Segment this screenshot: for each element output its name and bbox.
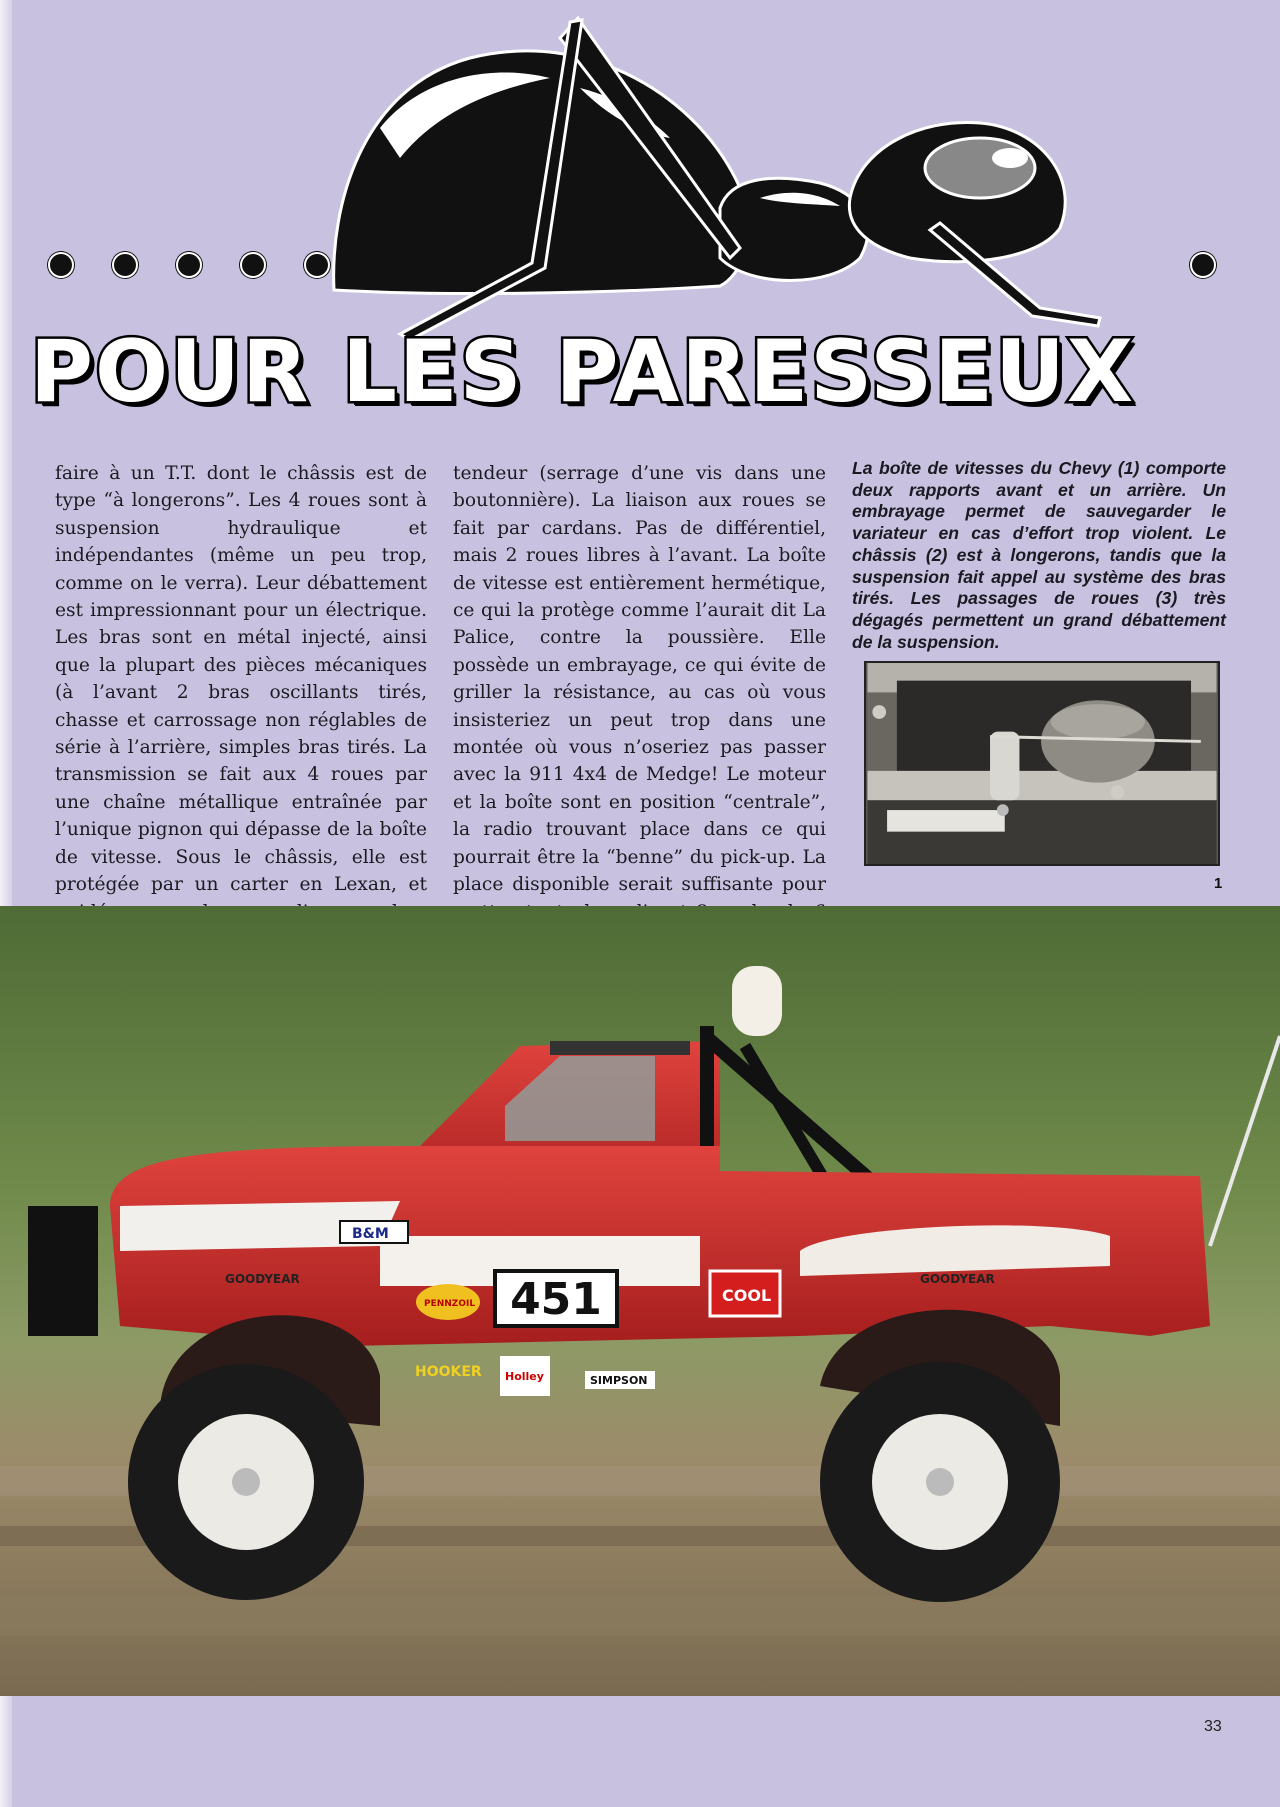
sponsor-bm: B&M [352,1226,389,1242]
dot [176,252,202,278]
dot [1190,252,1216,278]
dot [48,252,74,278]
sponsor-hooker: HOOKER [415,1364,482,1380]
gearbox-photo [864,661,1220,866]
sponsor-holley: Holley [505,1370,544,1383]
race-number: 451 [510,1274,602,1325]
dotted-rule-right [1190,252,1216,278]
dot [240,252,266,278]
sponsor-pennzoil: PENNZOIL [424,1299,476,1309]
dotted-rule-left [48,252,330,278]
sponsor-goodyear-rear: GOODYEAR [920,1272,995,1286]
body-column-1: faire à un T.T. dont le châssis est de type “à longerons”. Les 4 roues sont à suspension hydraulique et indépendantes (même un peu trop, comme on le verra). Leur débattement est impressionnant pour un électrique. Les bras sont en métal injecté, ainsi que la plupart des pièces mécaniques (à l’avant 2 bras oscillants tirés, chasse et carrossage non réglables de série à l’arrière, simples bras tirés. La transmission se fait aux 4 roues par une chaîne métallique entraînée par l’unique pignon qui dépasse de la boîte de vitesse. Sous le châssis, elle est protégée par un carter en Lexan, et [55,463,427,896]
photo-caption: La boîte de vitesses du Chevy (1) comporte deux rapports avant et un arrière. Un embrayage permet de sauvegarder le variateur en cas d’effort trop violent. Le châssis (2) est à longerons, tandis que la suspension fait appel au système des bras tirés. Les passages de roues (3) très dégagés permettent un grand débattement de la suspension. [852,458,1226,652]
ant-illustration [320,8,1180,348]
page-title: POUR LES PARESSEUX [30,322,1136,422]
page-number: 33 [1204,1718,1222,1735]
sponsor-simpson: SIMPSON [590,1374,648,1387]
sponsor-goodyear: GOODYEAR [225,1272,300,1286]
dot [112,252,138,278]
body-column-2: tendeur (serrage d’une vis dans une boutonnière). La liaison aux roues se fait par cardans. Pas de différentiel, mais 2 roues libres à l’avant. La boîte de vitesse est entièrement hermétique, ce qui la protège comme l’aurait dit La Palice, contre la poussière. Elle possède un embrayage, ce qui évite de griller la résistance, au cas où vous insisteriez un peut trop dans une montée où vous n’oseriez pas passer avec la 911 4x4 de Medge! Le moteur et la boîte sont en position “centrale”, la radio trouvant place dans ce qui pourrait être la “benne” du pick-up. La place disponible serait suffisante pour [453,463,826,896]
truck-photo [0,906,1280,1696]
photo-number: 1 [1214,875,1223,892]
sponsor-cool: COOL [722,1286,772,1305]
